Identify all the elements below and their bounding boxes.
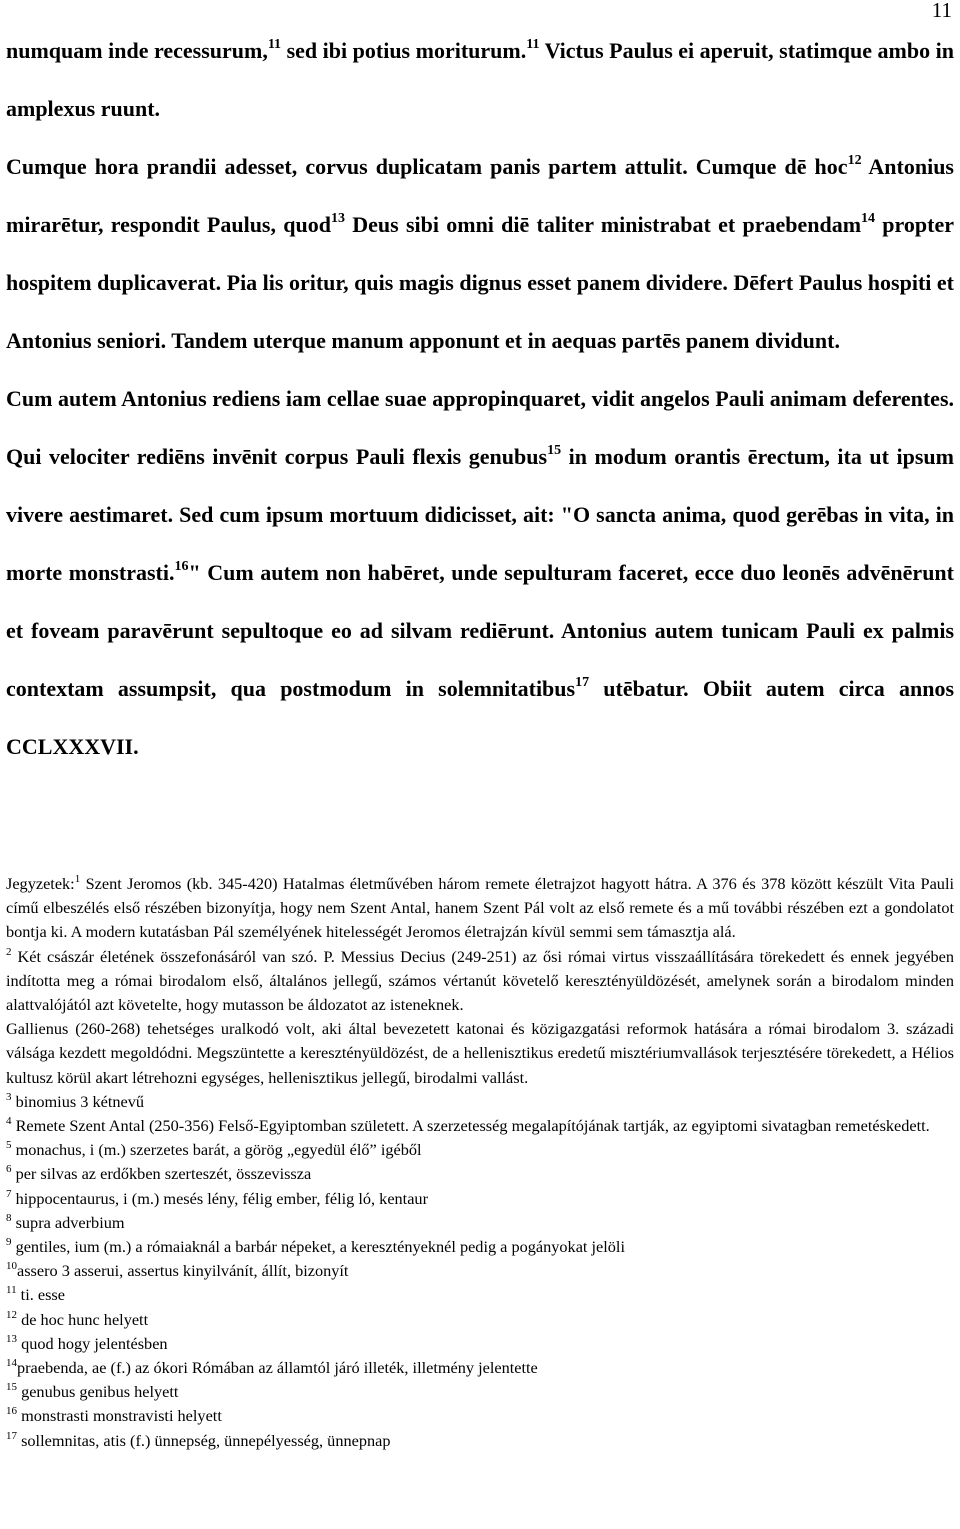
footnote <box>6 1356 954 1380</box>
footnote <box>6 1017 954 1090</box>
text-run: Szent Jeromos (kb. 345-420) Hatalmas életművében három remete életrajzot hagyott hátra. A 376 és 378 között készült Vita Pauli című elbeszélés első részében bizonyítja, hogy nem Szent Antal, hanem Szent Pál volt az első remete és a mű további részében ezt a gondolatot bontja ki. A modern kutatásban Pál személyének hitelességét Jeromos életrajzán kívül semmi sem támasztja alá. <box>6 874 954 942</box>
text-run: Victus Paulus ei aperuit, statimque ambo in amplexus ruunt. <box>6 38 954 121</box>
footnote <box>6 1114 954 1138</box>
footnote <box>6 945 954 1018</box>
footnote <box>6 1211 954 1235</box>
text-run: Gallienus (260-268) tehetséges uralkodó volt, aki által bevezetett katonai és közigazgatási reformok hatására a római birodalom 3. századi válsága kezdett megoldódni. Megszüntette a keresztényüldözést, de a hellenisztikus eredetű misztériumvallások terjesztésére törekedett, a Hélios kultusz körül akart létrehozni egységes, hellenisztikus jellegű, birodalmi vallást. <box>6 1019 954 1087</box>
text-run: ti. esse <box>16 1285 65 1305</box>
footnote-marker: 17 <box>6 1429 17 1442</box>
footnote-marker: 13 <box>330 211 345 226</box>
footnote <box>6 1380 954 1404</box>
footnote-marker: 6 <box>6 1163 12 1176</box>
footnote <box>6 1235 954 1259</box>
text-run: sed ibi potius moriturum. <box>281 38 527 63</box>
footnote-marker: 8 <box>6 1211 12 1224</box>
footnote-marker: 16 <box>174 559 189 574</box>
footnote-marker: 17 <box>575 675 590 690</box>
footnote-marker: 16 <box>6 1405 17 1418</box>
page-number: 11 <box>931 0 952 22</box>
paragraph <box>6 22 954 138</box>
footnote <box>6 1090 954 1114</box>
footnote-marker: 11 <box>6 1284 17 1297</box>
text-run: Két császár életének összefonásáról van szó. P. Messius Decius (249-251) az ősi római virtus visszaállítására törekedett és ennek jegyében indította meg a római birodalom első, általános jellegű, számos vértanút követelő keresztényüldözését, amelynek során a birodalom minden alattvalójától azt követelte, hogy mutasson be áldozatot az isteneknek. <box>6 946 954 1015</box>
footnote-marker: 15 <box>547 443 562 458</box>
footnote <box>6 1259 954 1283</box>
footnote-marker: 15 <box>6 1381 17 1394</box>
paragraph <box>6 138 954 370</box>
text-run: binomius 3 kétnevű <box>11 1091 144 1111</box>
text-run: quod hogy jelentésben <box>17 1333 168 1353</box>
text-run: per silvas az erdőkben szerteszét, összevissza <box>11 1164 312 1184</box>
footnote-marker: 5 <box>6 1139 12 1152</box>
text-run: Remete Szent Antal (250-356) Felső-Egyiptomban született. A szerzetesség megalapítójának tartják, az egyiptomi sivatagban remetéskedett. <box>11 1116 930 1136</box>
footnote-marker: 12 <box>6 1308 17 1321</box>
footnote <box>6 1308 954 1332</box>
text-run: in modum orantis ērectum, ita ut ipsum vivere aestimaret. Sed cum ipsum mortuum didicisset, ait: "O sancta anima, quod gerēbas in vita, in morte monstrasti. <box>6 444 954 585</box>
text-run: hippocentaurus, i (m.) mesés lény, félig ember, félig ló, kentaur <box>11 1188 428 1208</box>
text-run: utēbatur. Obiit autem circa annos CCLXXXVII. <box>6 676 954 759</box>
text-run: de hoc hunc helyett <box>17 1309 149 1329</box>
footnote <box>6 1187 954 1211</box>
footnote <box>6 1429 954 1453</box>
text-run: monachus, i (m.) szerzetes barát, a görög „egyedül élő” igéből <box>11 1140 422 1160</box>
footnote-marker: 14 <box>861 211 876 226</box>
footnote <box>6 1162 954 1186</box>
text-run: gentiles, ium (m.) a rómaiaknál a barbár népeket, a keresztényeknél pedig a pogányokat jelöli <box>11 1237 625 1257</box>
text-run: Deus sibi omni diē taliter ministrabat et praebendam <box>344 212 862 237</box>
text-run: assero 3 asserui, assertus kinyilvánít, állít, bizonyít <box>17 1261 349 1281</box>
text-run: supra adverbium <box>11 1212 125 1232</box>
footnote-marker: 11 <box>267 37 282 52</box>
footnote-marker: 9 <box>6 1236 12 1249</box>
text-run: genubus genibus helyett <box>17 1382 179 1402</box>
text-run: propter hospitem duplicaverat. Pia lis oritur, quis magis dignus esset panem dividere. Dēfert Paulus hospiti et Antonius seniori. Tandem uterque manum apponunt et in aequas partēs panem dividunt. <box>6 212 954 353</box>
footnote-marker: 12 <box>847 153 862 168</box>
footnote-marker: 1 <box>74 873 81 885</box>
footnote-marker: 2 <box>6 945 12 958</box>
footnote <box>6 872 954 945</box>
footnote-marker: 10 <box>6 1260 17 1273</box>
text-run: monstrasti monstravisti helyett <box>17 1406 222 1426</box>
main-text <box>6 22 954 776</box>
text-run: sollemnitas, atis (f.) ünnepség, ünnepélyesség, ünnepnap <box>17 1430 391 1450</box>
footnote-marker: 4 <box>6 1115 12 1128</box>
footnote <box>6 1332 954 1356</box>
text-run: Cum autem Antonius rediens iam cellae suae appropinquaret, vidit angelos Pauli animam deferentes. Qui velociter rediēns invēnit corpus Pauli flexis genubus <box>6 386 954 469</box>
footnote <box>6 1283 954 1307</box>
text-run: praebenda, ae (f.) az ókori Rómában az államtól járó illeték, illetmény jelentette <box>17 1358 538 1378</box>
text-run: Antonius mirarētur, respondit Paulus, quod <box>6 154 954 237</box>
footnote <box>6 1404 954 1428</box>
footnote-marker: 3 <box>6 1090 12 1103</box>
footnote <box>6 1138 954 1162</box>
text-run: Jegyzetek: <box>6 874 75 893</box>
text-run: Cumque hora prandii adesset, corvus duplicatam panis partem attulit. Cumque dē hoc <box>6 154 848 179</box>
footnote-marker: 7 <box>6 1187 12 1200</box>
footnote-marker: 11 <box>526 37 540 52</box>
text-run: " Cum autem non habēret, unde sepulturam faceret, ecce duo leonēs advēnērunt et foveam paravērunt sepultoque eo ad silvam rediērunt. Antonius autem tunicam Pauli ex palmis contextam assumpsit, qua postmodum in solemnitatibus <box>6 560 954 701</box>
footnote-marker: 13 <box>6 1332 17 1345</box>
paragraph <box>6 370 954 776</box>
text-run: numquam inde recessurum, <box>6 38 268 63</box>
footnotes <box>6 872 954 1453</box>
footnote-marker: 14 <box>6 1357 17 1370</box>
